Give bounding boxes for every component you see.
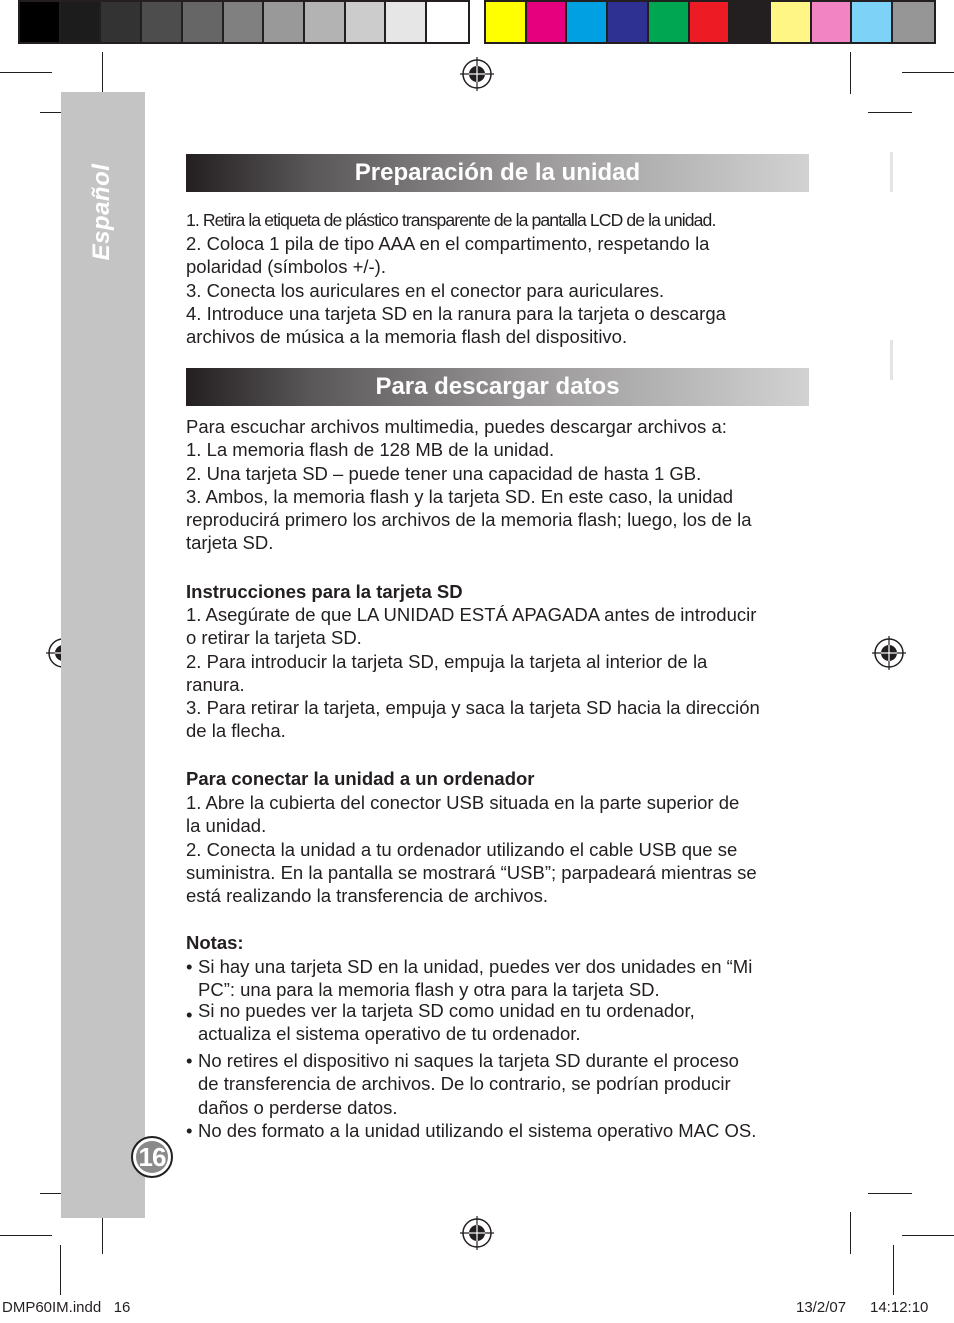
preparation-steps: 2. Coloca 1 pila de tipo AAA en el compartimento, respetando la polaridad (símbolos +/-). 3. Conecta los auriculares en el conector para auriculares. 4. Introduce una tarjeta SD en la ranura para la tarjeta o descarga archivos de música a la memoria flash del dispositivo. — [186, 233, 726, 348]
note-item — [186, 955, 816, 1002]
color-swatch — [852, 2, 893, 42]
crop-mark — [60, 1245, 61, 1295]
language-side-tab — [61, 92, 145, 1218]
notes-heading: Notas: — [186, 932, 244, 953]
note-text: No des formato a la unidad utilizando el sistema operativo MAC OS. — [198, 1120, 757, 1141]
registration-mark-icon — [872, 636, 906, 670]
crop-mark — [102, 1212, 103, 1254]
sd-card-instructions-heading: Instrucciones para la tarjeta SD — [186, 581, 463, 602]
color-swatch — [893, 2, 934, 42]
page-number: 16 — [136, 1141, 168, 1173]
registration-mark-icon — [460, 57, 494, 91]
note-item — [186, 999, 816, 1046]
bullet-icon: • — [186, 1004, 193, 1025]
section-heading-preparation: Preparación de la unidad — [186, 154, 809, 192]
color-swatch — [427, 2, 468, 42]
sd-card-instructions: 1. Asegúrate de que LA UNIDAD ESTÁ APAGADA antes de introducir o retirar la tarjeta SD. 2. Para introducir la tarjeta SD, empuja la tarjeta al interior de la ranura. 3. Para retirar la tarjeta, empuja y saca la tarjeta SD hacia la dirección de la flecha. — [186, 604, 760, 742]
color-swatch — [771, 2, 812, 42]
crop-mark — [902, 72, 954, 73]
note-item — [186, 1049, 816, 1119]
color-swatch — [264, 2, 305, 42]
crop-mark — [102, 52, 103, 94]
crop-mark — [850, 1212, 851, 1254]
color-swatch — [730, 2, 771, 42]
edge-artifact — [890, 152, 893, 192]
edge-artifact — [890, 340, 893, 380]
color-swatch — [142, 2, 183, 42]
color-swatch — [527, 2, 568, 42]
color-swatch — [812, 2, 853, 42]
crop-mark — [902, 1235, 954, 1236]
computer-connection-heading: Para conectar la unidad a un ordenador — [186, 768, 535, 789]
bullet-icon: • — [186, 1120, 193, 1141]
color-swatch — [20, 2, 61, 42]
registration-mark-icon — [460, 1216, 494, 1250]
note-item — [186, 1119, 816, 1142]
download-intro: Para escuchar archivos multimedia, puedes descargar archivos a: 1. La memoria flash de 128 MB de la unidad. 2. Una tarjeta SD – puede tener una capacidad de hasta 1 GB. 3. Ambos, la memoria flash y la tarjeta SD. En este caso, la unidad reproducirá primero los archivos de la memoria flash; luego, los de la tarjeta SD. — [186, 416, 752, 554]
color-swatch — [649, 2, 690, 42]
crop-mark — [893, 1245, 894, 1295]
footer-filename: DMP60IM.indd 16 — [2, 1299, 131, 1316]
color-swatch — [224, 2, 265, 42]
color-swatch — [386, 2, 427, 42]
color-swatch — [346, 2, 387, 42]
color-swatch — [567, 2, 608, 42]
color-swatch — [61, 2, 102, 42]
computer-connection-steps: 1. Abre la cubierta del conector USB situada en la parte superior de la unidad. 2. Conecta la unidad a tu ordenador utilizando el cable USB que se suministra. En la pantalla se mostrará “USB”; parpadeará mientras se está realizando la transferencia de archivos. — [186, 792, 757, 907]
bullet-icon: • — [186, 956, 193, 977]
crop-mark — [868, 1193, 912, 1194]
color-swatch — [608, 2, 649, 42]
section-heading-download: Para descargar datos — [186, 368, 809, 406]
footer-time: 14:12:10 — [870, 1299, 929, 1316]
preparation-step-1: 1. Retira la etiqueta de plástico transparente de la pantalla LCD de la unidad. — [186, 210, 716, 230]
color-swatch — [690, 2, 731, 42]
color-swatch — [183, 2, 224, 42]
bullet-icon: • — [186, 1050, 193, 1071]
color-swatch — [101, 2, 142, 42]
color-swatch — [486, 2, 527, 42]
language-label: Español — [88, 163, 115, 261]
crop-mark — [0, 72, 52, 73]
crop-mark — [0, 1235, 52, 1236]
note-text: Si hay una tarjeta SD en la unidad, puedes ver dos unidades en “Mi PC”: una para la memoria flash y otra para la tarjeta SD. — [198, 956, 753, 1001]
crop-mark — [60, 0, 61, 12]
color-swatch — [305, 2, 346, 42]
footer-date: 13/2/07 — [796, 1299, 847, 1316]
note-text: Si no puedes ver la tarjeta SD como unidad en tu ordenador, actualiza el sistema operativo de tu ordenador. — [198, 1000, 695, 1045]
crop-mark — [850, 52, 851, 94]
process-color-calibration-bar — [484, 0, 936, 44]
grayscale-calibration-bar — [18, 0, 470, 44]
note-text: No retires el dispositivo ni saques la tarjeta SD durante el proceso de transferencia de archivos. De lo contrario, se podrían producir daños o perderse datos. — [198, 1050, 739, 1118]
crop-mark — [868, 112, 912, 113]
page-number-badge — [131, 1136, 173, 1178]
